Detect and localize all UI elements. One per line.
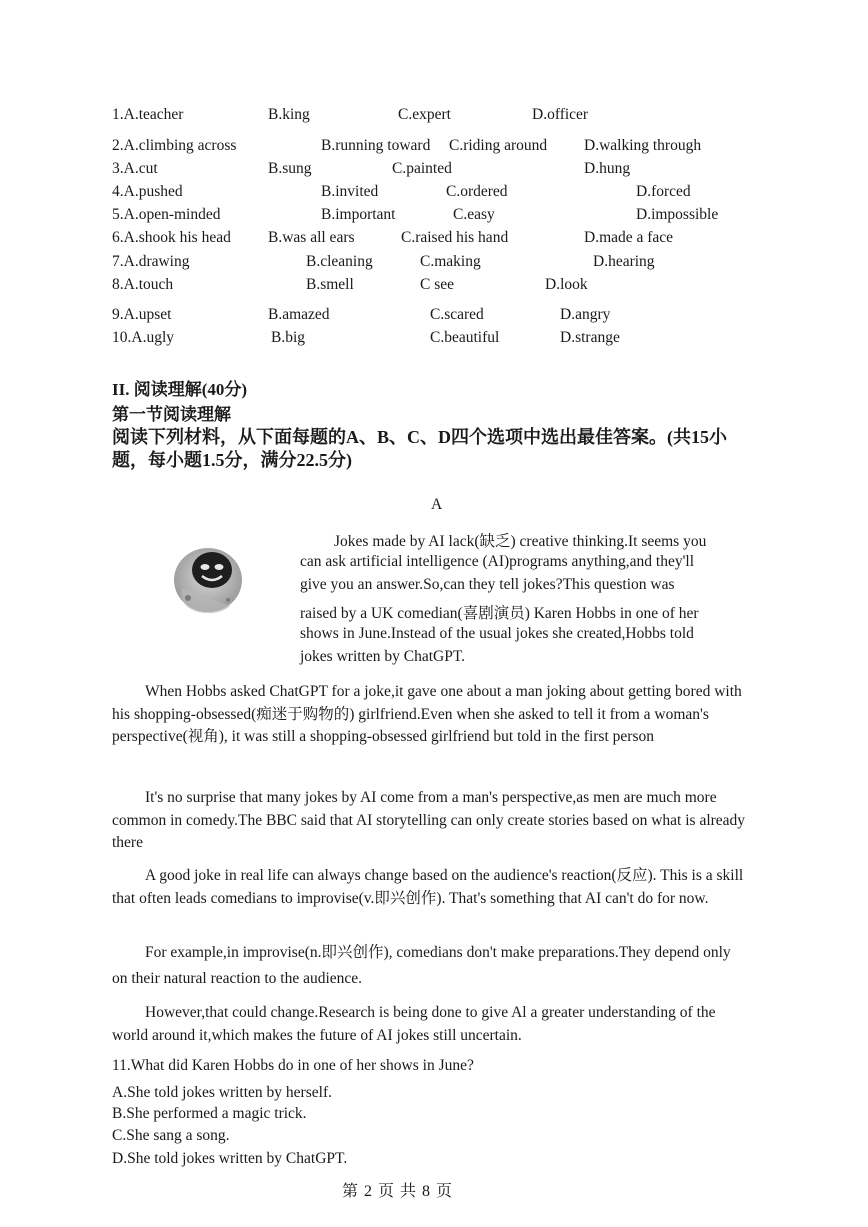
passage-paragraph-4: For example,in improvise(n.即兴创作), comedians don't make preparations.They depend only on their natural reaction to the audience. xyxy=(112,944,731,987)
section-heading: II. 阅读理解(40分) xyxy=(112,380,248,399)
option-4c: C.ordered xyxy=(446,183,508,200)
option-4a: 4.A.pushed xyxy=(112,183,183,200)
option-8c: C see xyxy=(420,276,455,293)
option-8a: 8.A.touch xyxy=(112,276,174,293)
option-5d: D.impossible xyxy=(636,206,719,223)
option-5a: 5.A.open-minded xyxy=(112,206,221,223)
intro-line: jokes written by ChatGPT. xyxy=(300,648,466,665)
option-10d: D.strange xyxy=(560,329,620,346)
intro-line: shows in June.Instead of the usual jokes she created,Hobbs told xyxy=(300,625,694,642)
option-7b: B.cleaning xyxy=(306,253,373,270)
option-3d: D.hung xyxy=(584,160,631,177)
option-3c: C.painted xyxy=(392,160,452,177)
option-1d: D.officer xyxy=(532,106,589,123)
intro-line: give you an answer.So,can they tell jokes?This question was xyxy=(300,576,675,593)
passage-paragraph-1: When Hobbs asked ChatGPT for a joke,it gave one about a man joking about getting bored with his shopping-obsessed(痴迷于购物的) girlfriend.Even when she asked to tell it from a woman's perspective(视角), it was still a shopping-obsessed girlfriend but told in the first person xyxy=(112,683,742,745)
option-4b: B.invited xyxy=(321,183,379,200)
option-8b: B.smell xyxy=(306,276,354,293)
option-10a: 10.A.ugly xyxy=(112,329,174,346)
option-6b: B.was all ears xyxy=(268,229,355,246)
option-9b: B.amazed xyxy=(268,306,330,323)
section-instruction-line1: 阅读下列材料，从下面每题的A、B、C、D四个选项中选出最佳答案。(共15小 xyxy=(112,427,727,447)
intro-line: raised by a UK comedian(喜剧演员) Karen Hobbs in one of her xyxy=(300,605,699,622)
option-4d: D.forced xyxy=(636,183,691,200)
option-10b: B.big xyxy=(271,329,306,346)
option-3b: B.sung xyxy=(268,160,312,177)
page-footer: 第 2 页 共 8 页 xyxy=(342,1183,454,1200)
option-5b: B.important xyxy=(321,206,396,223)
option-1a: 1.A.teacher xyxy=(112,106,184,123)
option-1c: C.expert xyxy=(398,106,451,123)
section-instruction-line2: 题，每小题1.5分，满分22.5分) xyxy=(112,450,352,470)
intro-line: Jokes made by AI lack(缺乏) creative thinking.It seems you xyxy=(334,533,707,550)
question-option-a: A.She told jokes written by herself. xyxy=(112,1084,332,1101)
option-7a: 7.A.drawing xyxy=(112,253,190,270)
option-9d: D.angry xyxy=(560,306,611,323)
option-3a: 3.A.cut xyxy=(112,160,158,177)
option-9a: 9.A.upset xyxy=(112,306,172,323)
option-7d: D.hearing xyxy=(593,253,655,270)
option-7c: C.making xyxy=(420,253,481,270)
option-2b: B.running toward xyxy=(321,137,431,154)
intro-line: can ask artificial intelligence (AI)programs anything,and they'll xyxy=(300,553,695,570)
option-6a: 6.A.shook his head xyxy=(112,229,231,246)
option-9c: C.scared xyxy=(430,306,484,323)
option-2a: 2.A.climbing across xyxy=(112,137,237,154)
question-stem: 11.What did Karen Hobbs do in one of her shows in June? xyxy=(112,1057,474,1074)
option-5c: C.easy xyxy=(453,206,495,223)
option-8d: D.look xyxy=(545,276,588,293)
question-option-c: C.She sang a song. xyxy=(112,1127,230,1144)
option-2d: D.walking through xyxy=(584,137,702,154)
question-option-d: D.She told jokes written by ChatGPT. xyxy=(112,1150,348,1167)
passage-paragraph-5: However,that could change.Research is being done to give Al a greater understanding of the world around it,which makes the future of AI jokes still uncertain. xyxy=(112,1004,716,1044)
option-6c: C.raised his hand xyxy=(401,229,509,246)
robot-illustration xyxy=(168,536,248,616)
section-subheading: 第一节阅读理解 xyxy=(112,405,231,424)
option-6d: D.made a face xyxy=(584,229,674,246)
option-10c: C.beautiful xyxy=(430,329,500,346)
option-1b: B.king xyxy=(268,106,310,123)
passage-label: A xyxy=(431,496,443,513)
option-2c: C.riding around xyxy=(449,137,548,154)
question-option-b: B.She performed a magic trick. xyxy=(112,1105,307,1122)
passage-paragraph-2: It's no surprise that many jokes by AI come from a man's perspective,as men are much more common in comedy.The BBC said that AI storytelling can only create stories based on what is already there xyxy=(112,789,746,851)
passage-paragraph-3: A good joke in real life can always change based on the audience's reaction(反应). This is a skill that often leads comedians to improvise(v.即兴创作). That's something that AI can't do for now. xyxy=(112,867,744,907)
